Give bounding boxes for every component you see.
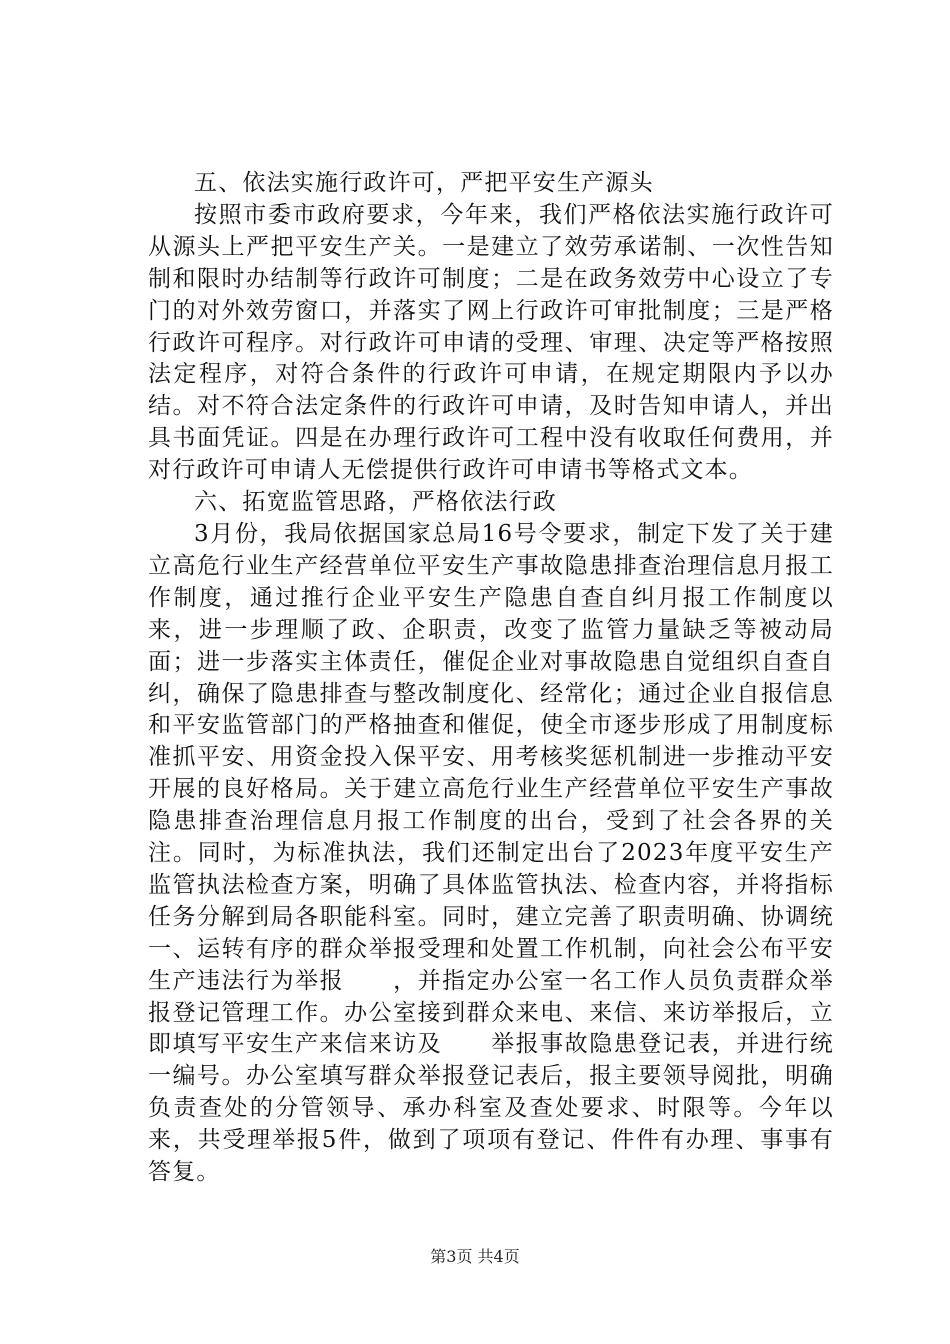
paragraph-licensing: 按照市委市政府要求，今年来，我们严格依法实施行政许可从源头上严把平安生产关。一是建立了效劳承诺制、一次性告知制和限时办结制等行政许可制度；二是在政务效劳中心设立了专门的对外效劳窗口，并落实了网上行政许可审批制度；三是严格行政许可程序。对行政许可申请的受理、审理、决定等严格按照法定程序，对符合条件的行政许可申请，在规定期限内予以办结。对不符合法定条件的行政许可申请，及时告知申请人，并出具书面凭证。四是在办理行政许可工程中没有收取任何费用，并对行政许可申请人无偿提供行政许可申请书等格式文本。 bbox=[148, 201, 834, 484]
document-body bbox=[148, 168, 834, 1189]
page-footer: 第3页 共4页 bbox=[430, 1247, 520, 1266]
paragraph-supervision: 3月份，我局依据国家总局16号令要求，制定下发了关于建立高危行业生产经营单位平安生产事故隐患排查治理信息月报工作制度，通过推行企业平安生产隐患自查自纠月报工作制度以来，进一步理顺了政、企职责，改变了监管力量缺乏等被动局面；进一步落实主体责任，催促企业对事故隐患自觉组织自查自纠，确保了隐患排查与整改制度化、经常化；通过企业自报信息和平安监管部门的严格抽查和催促，使全市逐步形成了用制度标准抓平安、用资金投入保平安、用考核奖惩机制进一步推动平安开展的良好格局。关于建立高危行业生产经营单位平安生产事故隐患排查治理信息月报工作制度的出台，受到了社会各界的关注。同时，为标准执法，我们还制定出台了2023年度平安生产监管执法检查方案，明确了具体监管执法、检查内容，并将指标任务分解到局各职能科室。同时，建立完善了职责明确、协调统一、运转有序的群众举报受理和处置工作机制，向社会公布平安生产违法行为举报 ，并指定办公室一名工作人员负责群众举报登记管理工作。办公室接到群众来电、来信、来访举报后，立即填写平安生产来信来访及 举报事故隐患登记表，并进行统一编号。办公室填写群众举报登记表后，报主要领导阅批，明确负责查处的分管领导、承办科室及查处要求、时限等。今年以来，共受理举报5件，做到了项项有登记、件件有办理、事事有答复。 bbox=[148, 520, 834, 1186]
section-heading-5: 五、依法实施行政许可，严把平安生产源头 bbox=[194, 170, 654, 196]
section-heading-6: 六、拓宽监管思路，严格依法行政 bbox=[194, 489, 557, 516]
